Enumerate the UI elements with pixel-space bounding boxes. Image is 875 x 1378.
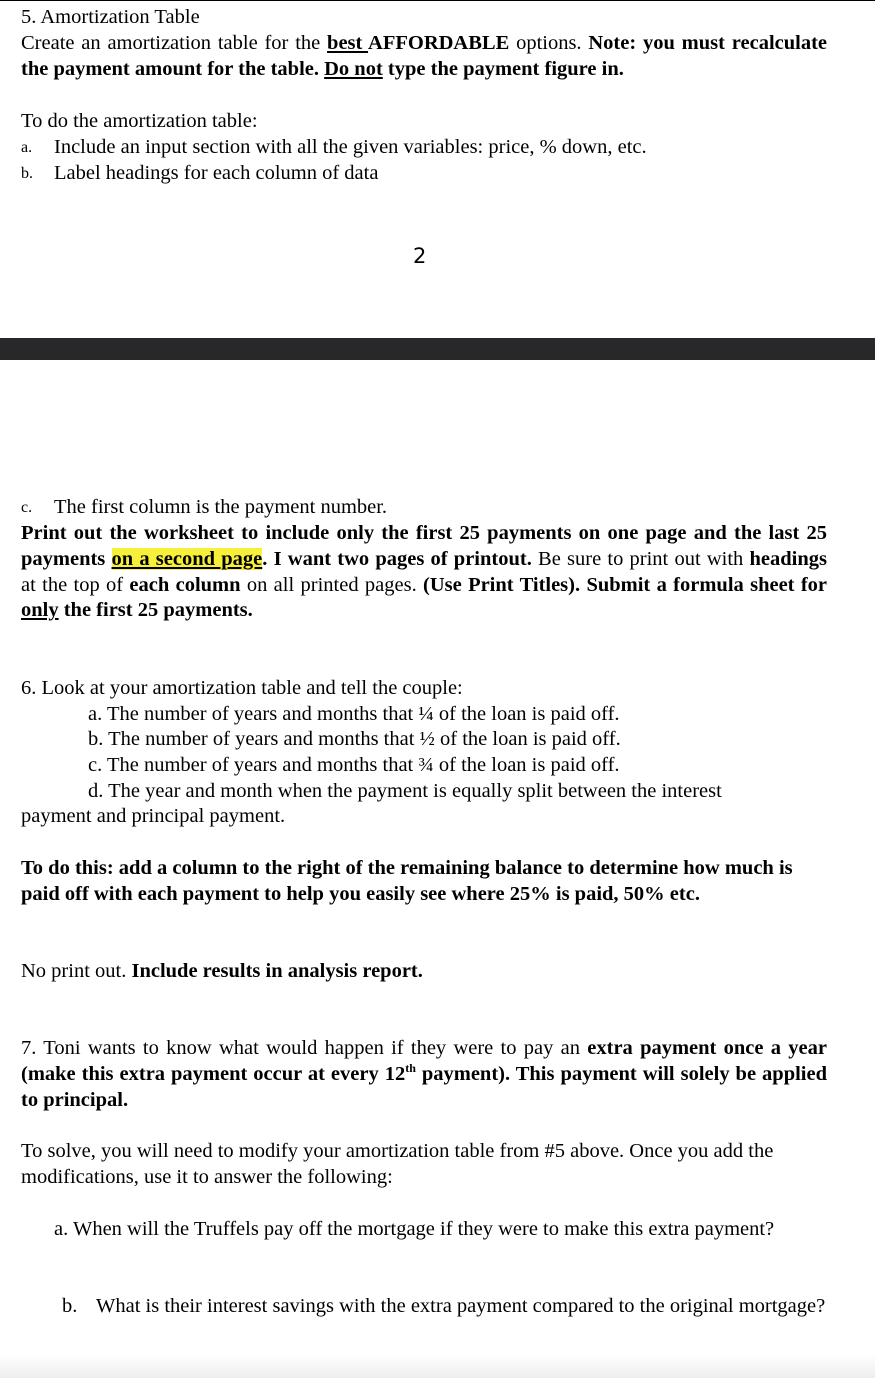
q7-solve: To solve, you will need to modify your amortization table from #5 above. Once you add the modifications, use it to answer the following:: [21, 1140, 774, 1188]
print-headings: headings: [749, 547, 827, 570]
q7-sup: th: [405, 1060, 416, 1075]
section-5-title: [21, 5, 827, 31]
list-text: Include an input section with all the given variables: price, % down, etc.: [54, 136, 647, 158]
include-text: Include results in analysis report.: [131, 960, 423, 982]
print-titles: (Use Print Titles).: [423, 573, 581, 596]
intro-best: best: [327, 32, 369, 54]
q6-cont: payment and principal payment.: [21, 805, 286, 827]
highlighted-second-page: on a second page: [111, 547, 263, 570]
q7-text: 7. Toni wants to know what would happen if they were to pay an: [21, 1037, 588, 1059]
print-each-column: each column: [129, 573, 241, 596]
print-text: on all printed pages.: [240, 573, 424, 596]
q7-lead: [21, 1036, 827, 1113]
q6-item: b. The number of years and months that ½ of the loan is paid off.: [88, 728, 621, 750]
q7-bold: payment). This payment will solely be applied to principal.: [21, 1062, 827, 1111]
list-item: [21, 135, 827, 161]
page-break-bar: [0, 338, 875, 360]
print-text: . I want two pages of printout.: [262, 547, 532, 570]
list-marker: b.: [62, 1295, 78, 1317]
intro-note: Note: you must recalculate the payment amount for the table.: [21, 32, 828, 80]
q6-item: d. The year and month when the payment is equally split between the interest: [88, 780, 722, 802]
top-border: [0, 0, 875, 1]
list-marker: c.: [21, 499, 33, 516]
print-only: only: [21, 599, 59, 622]
todo-heading: To do the amortization table:: [21, 110, 258, 132]
intro-affordable: AFFORDABLE: [368, 32, 510, 54]
list-item: [21, 161, 827, 187]
list-text: The first column is the payment number.: [54, 496, 388, 518]
intro-end: type the payment figure in.: [382, 57, 624, 80]
q6-todo: [21, 856, 811, 908]
q7-b-text: What is their interest savings with the extra payment compared to the original mortgage?: [96, 1295, 826, 1317]
section-5-intro: [21, 31, 827, 83]
list-item: [21, 495, 827, 521]
intro-text: options.: [509, 32, 589, 54]
list-marker: a.: [21, 139, 33, 156]
q6-no-print: [21, 959, 827, 985]
print-instructions: [21, 521, 827, 624]
q6-lead: 6. Look at your amortization table and tell the couple:: [21, 677, 463, 699]
q6-item: a. The number of years and months that ¼ of the loan is paid off.: [88, 703, 620, 725]
intro-text: Create an amortization table for the: [21, 32, 328, 54]
print-text: Be sure to print out with: [531, 547, 750, 570]
page-number: 2: [413, 244, 427, 268]
print-text: at the top of: [21, 573, 130, 596]
list-marker: b.: [21, 165, 33, 182]
list-text: Label headings for each column of data: [54, 162, 379, 184]
q7-item-b: [62, 1294, 826, 1320]
q6-todo-text: To do this: add a column to the right of the remaining balance to determine how much is paid off with each payment to help you easily see where 25% is paid, 50% etc.: [21, 857, 793, 905]
print-text: the first 25 payments.: [58, 599, 253, 622]
intro-do-not: Do not: [324, 57, 383, 80]
print-text: Print out the worksheet to include only the first 25 payments on one page and the last 25 payments: [21, 522, 827, 570]
print-text: Submit a formula sheet for: [586, 573, 827, 596]
bottom-fade: [0, 1355, 875, 1378]
no-print-text: No print out.: [21, 960, 132, 982]
q7-bold: extra payment once a year (make this extra payment occur at every 12: [21, 1037, 827, 1085]
title-text: 5. Amortization Table: [21, 6, 200, 28]
q6-item: c. The number of years and months that ¾ of the loan is paid off.: [88, 754, 620, 776]
q7-item-a: a. When will the Truffels pay off the mortgage if they were to make this extra payment?: [54, 1218, 775, 1240]
